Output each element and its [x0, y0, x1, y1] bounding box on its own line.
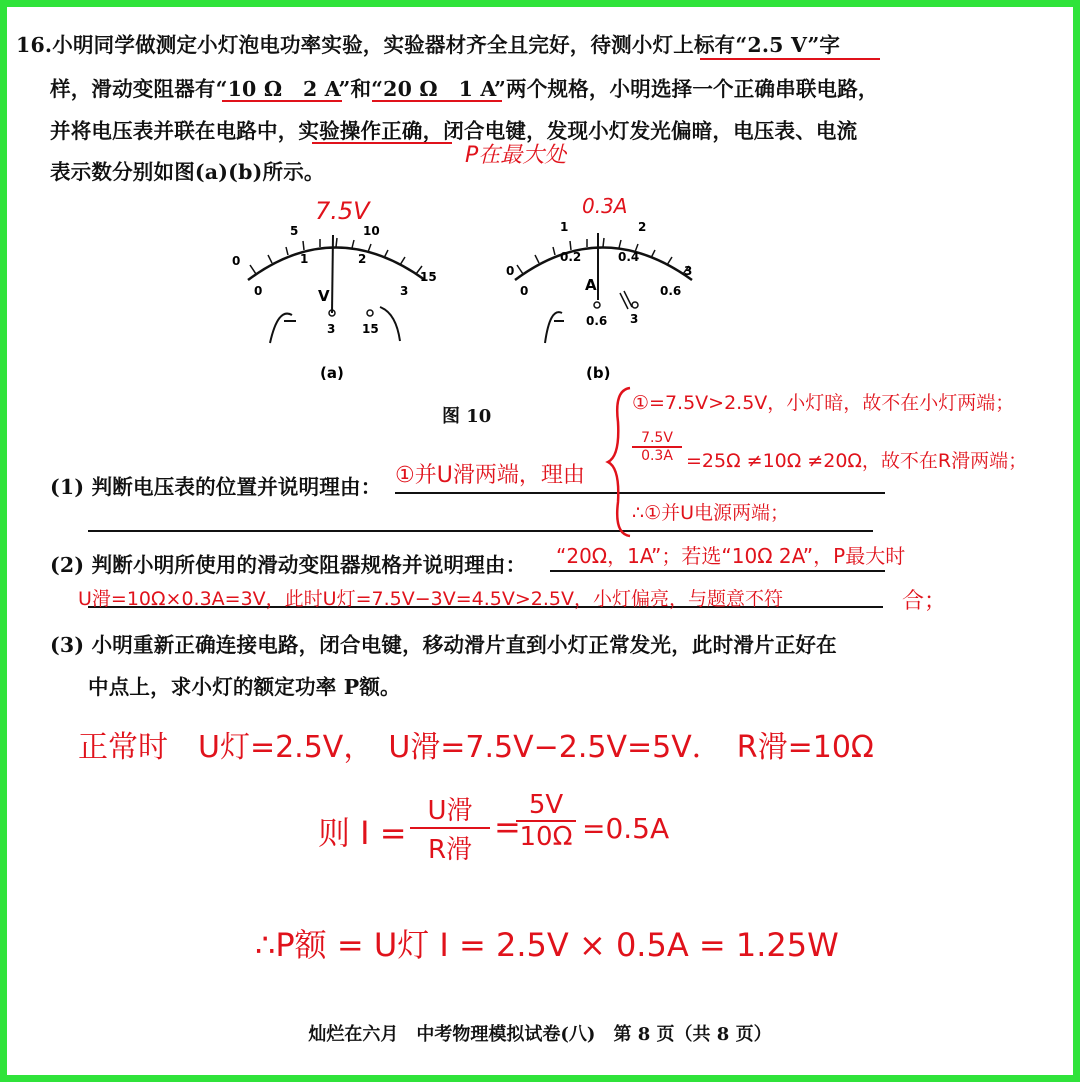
hw-reason-1: ①=7.5V>2.5V，小灯暗，故不在小灯两端；: [632, 392, 1015, 414]
hw-reason-2-denominator: 0.3A: [632, 446, 682, 464]
hw-answer-3-line-1: 正常时 U灯=2.5V， U滑=7.5V−2.5V=5V． R滑=10Ω: [78, 730, 874, 765]
hw-answer-3-fraction-2-num: 5V: [528, 790, 564, 820]
figure-caption: 图 10: [442, 406, 492, 427]
part-3-prompt-line-1: (3) 小明重新正确连接电路，闭合电键，移动滑片直到小灯正常发光，此时滑片正好在: [50, 633, 837, 657]
hw-reason-3: ∴①并U电源两端；: [632, 502, 790, 524]
ammeter-lower-tick-0-2: 0.2: [560, 250, 582, 264]
hw-brace: [604, 382, 634, 542]
ammeter-lower-tick-0-4: 0.4: [618, 250, 640, 264]
question-line-4: 表示数分别如图(a)(b)所示。: [50, 160, 325, 184]
voltmeter-wire-left: [270, 314, 292, 343]
hw-reason-2: =25Ω ≠10Ω ≠20Ω，故不在R滑两端；: [686, 450, 1028, 472]
red-underline-20ohm: [372, 100, 502, 102]
ammeter-upper-tick-2: 2: [638, 220, 647, 234]
meters-figure: [220, 195, 740, 390]
ammeter-terminal-label-0-6: 0.6: [586, 314, 608, 328]
voltmeter-lower-tick-0: 0: [254, 284, 263, 298]
voltmeter-terminal-15: [367, 310, 373, 316]
question-number: 16.: [16, 33, 53, 57]
question-line-2: 样，滑动变阻器有“10 Ω 2 A”和“20 Ω 1 A”两个规格，小明选择一个正确串联电路，: [50, 77, 879, 101]
hw-answer-3-power: ∴P额 = U灯 I = 2.5V × 0.5A = 1.25W: [255, 926, 839, 964]
question-line-1-text: 小明同学做测定小灯泡电功率实验，实验器材齐全且完好，待测小灯上标有“2.5 V”字: [52, 33, 841, 57]
ammeter-unit: A: [585, 276, 597, 294]
voltmeter-needle: [332, 235, 333, 313]
ammeter-wire-left: [545, 312, 562, 343]
hw-answer-2-choice: “20Ω，1A”；若选“10Ω 2A”，P最大时: [556, 544, 906, 568]
hw-answer-3-current: =0.5A: [582, 812, 670, 845]
voltmeter-scale-ticks: [250, 238, 422, 274]
voltmeter-terminal-label-15: 15: [362, 322, 379, 336]
voltmeter-lower-tick-3: 3: [400, 284, 409, 298]
ammeter-terminal-label-3: 3: [630, 312, 639, 326]
answer-line-2a: [550, 570, 885, 572]
question-line-1: [16, 28, 840, 58]
hw-voltmeter-reading: 7.5V: [315, 197, 370, 225]
question-line-3: 并将电压表并联在电路中，实验操作正确，闭合电键，发现小灯发光偏暗，电压表、电流: [50, 119, 858, 143]
ammeter-label: (b): [586, 364, 611, 382]
part-2-prompt: (2) 判断小明所使用的滑动变阻器规格并说明理由：: [50, 553, 527, 577]
voltmeter-upper-tick-15: 15: [420, 270, 437, 284]
ammeter-scale-ticks: [517, 238, 689, 274]
ammeter-terminal-0-6: [594, 302, 600, 308]
part-3-prompt-line-2: 中点上，求小灯的额定功率 P额。: [88, 675, 401, 699]
hw-answer-3-fraction-1: [410, 790, 490, 866]
red-underline-correct-operation: [312, 142, 452, 144]
hw-reason-2-fraction: [632, 430, 682, 464]
ammeter-terminal-3: [632, 302, 638, 308]
hw-answer-3-fraction-1-den: R滑: [410, 827, 490, 866]
voltmeter-lower-tick-1: 1: [300, 252, 309, 266]
voltmeter-scale-arc: [248, 248, 425, 281]
voltmeter-upper-tick-0: 0: [232, 254, 241, 268]
hw-note-p-max: P在最大处: [465, 143, 567, 168]
hw-answer-3-then: 则 I =: [318, 814, 407, 852]
ammeter-upper-tick-3: 3: [684, 264, 693, 278]
page-footer: 灿烂在六月 中考物理模拟试卷(八) 第 8 页（共 8 页）: [308, 1024, 772, 1045]
hw-answer-3-fraction-1-num: U滑: [427, 796, 473, 826]
voltmeter-terminal-label-3: 3: [327, 322, 336, 336]
hw-answer-2-end: 合；: [902, 589, 947, 614]
voltmeter-unit: V: [318, 287, 330, 305]
ammeter-upper-tick-0: 0: [506, 264, 515, 278]
voltmeter-wire-right: [380, 307, 400, 341]
hw-ammeter-reading: 0.3A: [582, 195, 628, 218]
answer-line-1b: [88, 530, 873, 532]
part-1-prompt: (1) 判断电压表的位置并说明理由：: [50, 475, 382, 499]
ammeter-lower-tick-0-6: 0.6: [660, 284, 682, 298]
red-underline-rated-voltage: [700, 58, 880, 60]
ammeter-lower-tick-0: 0: [520, 284, 529, 298]
ammeter-wire-right: [620, 291, 632, 309]
voltmeter-label: (a): [320, 364, 344, 382]
hw-reason-2-numerator: 7.5V: [641, 430, 673, 446]
ammeter-upper-tick-1: 1: [560, 220, 569, 234]
voltmeter-lower-tick-2: 2: [358, 252, 367, 266]
red-underline-10ohm: [222, 100, 342, 102]
answer-line-1a: [395, 492, 885, 494]
voltmeter-upper-tick-10: 10: [363, 224, 380, 238]
hw-answer-3-fraction-2: [516, 790, 576, 852]
voltmeter-diagram: [232, 224, 437, 382]
hw-answer-2-reason: U滑=10Ω×0.3A=3V，此时U灯=7.5V−3V=4.5V>2.5V，小灯偏亮，与题意不符: [78, 588, 783, 610]
voltmeter-upper-tick-5: 5: [290, 224, 299, 238]
ammeter-diagram: [506, 220, 692, 382]
hw-answer-3-fraction-2-den: 10Ω: [516, 820, 576, 852]
hw-answer-1-lead: ①并U滑两端，理由: [395, 463, 585, 488]
hw-answer-3-equals: =: [494, 808, 521, 846]
ammeter-scale-arc: [515, 248, 692, 281]
